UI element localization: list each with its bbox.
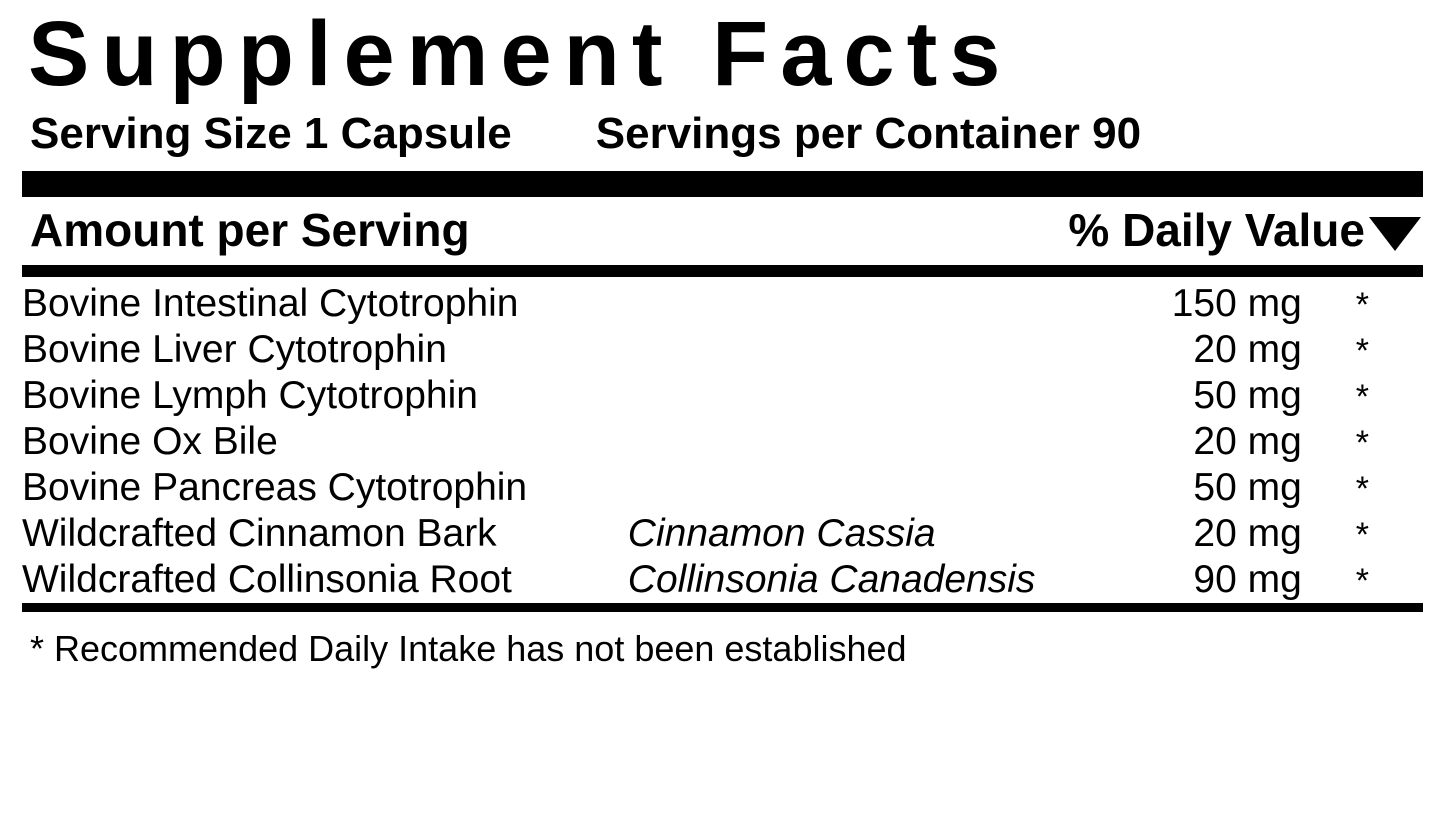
ingredient-amount: 20 mg <box>1193 419 1302 463</box>
ingredient-latin-name: Cinnamon Cassia <box>627 511 936 555</box>
ingredient-amount: 50 mg <box>1193 465 1302 509</box>
divider-medium <box>22 265 1423 277</box>
ingredient-amount: 150 mg <box>1171 281 1302 325</box>
daily-value-header: % Daily Value <box>1068 203 1365 256</box>
footnote-text: * Recommended Daily Intake has not been established <box>30 627 907 669</box>
page-title: Supplement Facts <box>28 3 1013 105</box>
caret-down-icon <box>1369 217 1421 251</box>
ingredient-latin-name: Collinsonia Canadensis <box>627 557 1036 601</box>
supplement-facts-panel <box>0 3 1445 819</box>
ingredient-daily-value: * <box>1355 331 1370 370</box>
table-header <box>22 197 1423 265</box>
ingredient-daily-value: * <box>1355 515 1370 554</box>
ingredient-name: Bovine Pancreas Cytotrophin <box>22 465 528 509</box>
ingredient-name: Bovine Ox Bile <box>22 419 278 463</box>
servings-per-container-text: Servings per Container 90 <box>595 108 1142 158</box>
ingredient-daily-value: * <box>1355 469 1370 508</box>
ingredient-latin-name <box>628 281 1040 327</box>
table-row <box>22 419 1423 465</box>
ingredient-amount: 20 mg <box>1193 511 1302 555</box>
ingredient-latin-name <box>628 327 1040 373</box>
daily-value-header-group <box>1068 203 1423 257</box>
ingredient-name: Bovine Intestinal Cytotrophin <box>22 281 519 325</box>
ingredient-daily-value: * <box>1355 285 1370 324</box>
ingredient-name: Wildcrafted Collinsonia Root <box>22 557 512 601</box>
ingredient-latin-name <box>628 419 1040 465</box>
amount-per-serving-header: Amount per Serving <box>30 203 470 256</box>
divider-thick-top <box>22 171 1423 197</box>
serving-size-text: Serving Size 1 Capsule <box>30 108 512 158</box>
divider-bottom <box>22 603 1423 612</box>
serving-info <box>30 109 1423 159</box>
ingredient-name: Bovine Liver Cytotrophin <box>22 327 447 371</box>
ingredient-daily-value: * <box>1355 561 1370 600</box>
ingredient-latin-name <box>628 373 1040 419</box>
ingredient-amount: 20 mg <box>1193 327 1302 371</box>
table-row <box>22 327 1423 373</box>
table-row <box>22 373 1423 419</box>
table-row <box>22 511 1423 557</box>
ingredient-name: Wildcrafted Cinnamon Bark <box>22 511 497 555</box>
ingredient-daily-value: * <box>1355 377 1370 416</box>
ingredients-table <box>22 281 1423 603</box>
ingredient-amount: 90 mg <box>1193 557 1302 601</box>
ingredient-name: Bovine Lymph Cytotrophin <box>22 373 478 417</box>
ingredient-latin-name <box>628 465 1040 511</box>
table-row <box>22 465 1423 511</box>
table-row <box>22 557 1423 603</box>
ingredient-amount: 50 mg <box>1193 373 1302 417</box>
table-row <box>22 281 1423 327</box>
ingredient-daily-value: * <box>1355 423 1370 462</box>
